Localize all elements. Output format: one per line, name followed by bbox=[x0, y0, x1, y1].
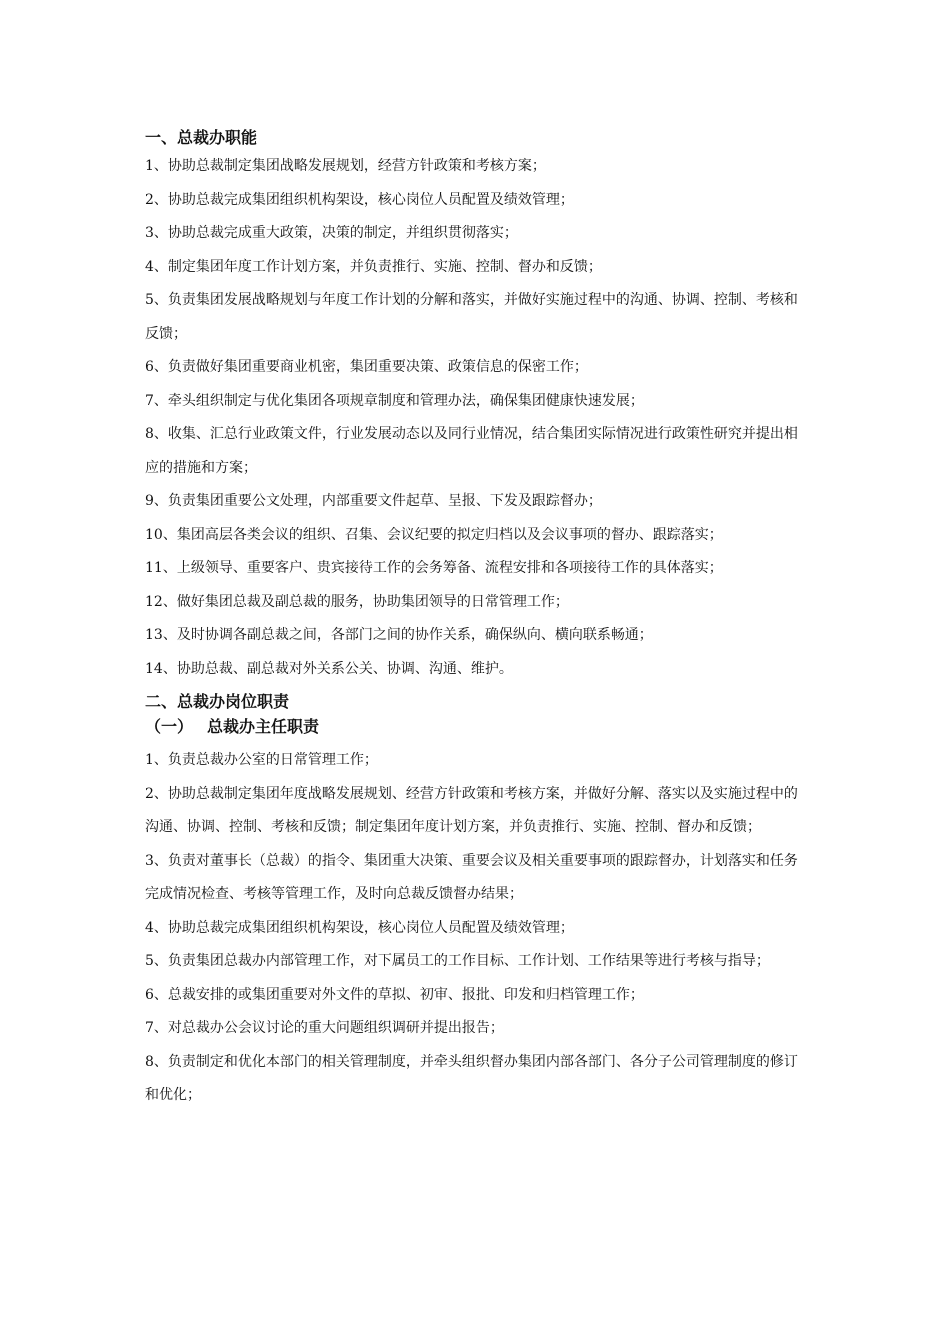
list-item: 1、负责总裁办公室的日常管理工作； bbox=[145, 752, 378, 768]
list-item: 3、负责对董事长（总裁）的指令、集团重大决策、重要会议及相关重要事项的跟踪督办，计划落实和任务完成情况检查、考核等管理工作，及时向总裁反馈督办结果； bbox=[145, 852, 798, 902]
list-item: 14、协助总裁、副总裁对外关系公关、协调、沟通、维护。 bbox=[145, 660, 513, 677]
document-content bbox=[145, 126, 810, 1113]
list-item: 1、协助总裁制定集团战略发展规划，经营方针政策和考核方案； bbox=[145, 158, 546, 174]
subsection-1-prefix: （一） bbox=[145, 717, 194, 736]
list-item: 6、总裁安排的或集团重要对外文件的草拟、初审、报批、印发和归档管理工作； bbox=[145, 986, 644, 1003]
list-item: 5、负责集团发展战略规划与年度工作计划的分解和落实，并做好实施过程中的沟通、协调、控制、考核和反馈； bbox=[145, 292, 798, 342]
section-2-heading: 二、总裁办岗位职责 bbox=[145, 692, 290, 711]
list-item: 2、协助总裁完成集团组织机构架设，核心岗位人员配置及绩效管理； bbox=[145, 191, 574, 208]
list-item: 6、负责做好集团重要商业机密，集团重要决策、政策信息的保密工作； bbox=[145, 359, 588, 375]
list-item: 9、负责集团重要公文处理，内部重要文件起草、呈报、下发及跟踪督办； bbox=[145, 493, 602, 509]
list-item: 4、制定集团年度工作计划方案，并负责推行、实施、控制、督办和反馈； bbox=[145, 258, 602, 275]
list-item: 2、协助总裁制定集团年度战略发展规划、经营方针政策和考核方案，并做好分解、落实以及实施过程中的沟通、协调、控制、考核和反馈；制定集团年度计划方案，并负责推行、实施、控制、督办和反馈； bbox=[145, 785, 798, 835]
list-item: 5、负责集团总裁办内部管理工作，对下属员工的工作目标、工作计划、工作结果等进行考核与指导； bbox=[145, 953, 770, 969]
list-item: 7、牵头组织制定与优化集团各项规章制度和管理办法，确保集团健康快速发展； bbox=[145, 392, 644, 409]
list-item: 13、及时协调各副总裁之间，各部门之间的协作关系，确保纵向、横向联系畅通； bbox=[145, 627, 653, 643]
list-item: 8、收集、汇总行业政策文件，行业发展动态以及同行业情况，结合集团实际情况进行政策性研究并提出相应的措施和方案； bbox=[145, 426, 798, 476]
list-item: 3、协助总裁完成重大政策，决策的制定，并组织贯彻落实； bbox=[145, 225, 518, 241]
section-1-list bbox=[145, 150, 810, 686]
subsection-1-title: 总裁办主任职责 bbox=[207, 717, 320, 736]
section-1-heading: 一、总裁办职能 bbox=[145, 128, 258, 147]
subsection-1-heading bbox=[145, 714, 810, 740]
list-item: 12、做好集团总裁及副总裁的服务，协助集团领导的日常管理工作； bbox=[145, 593, 569, 610]
subsection-1-list bbox=[145, 744, 810, 1113]
list-item: 10、集团高层各类会议的组织、召集、会议纪要的拟定归档以及会议事项的督办、跟踪落实； bbox=[145, 526, 723, 543]
list-item: 8、负责制定和优化本部门的相关管理制度，并牵头组织督办集团内部各部门、各分子公司管理制度的修订和优化； bbox=[145, 1053, 798, 1103]
list-item: 4、协助总裁完成集团组织机构架设，核心岗位人员配置及绩效管理； bbox=[145, 919, 574, 936]
list-item: 11、上级领导、重要客户、贵宾接待工作的会务筹备、流程安排和各项接待工作的具体落实； bbox=[145, 560, 723, 576]
list-item: 7、对总裁办公会议讨论的重大问题组织调研并提出报告； bbox=[145, 1020, 504, 1036]
